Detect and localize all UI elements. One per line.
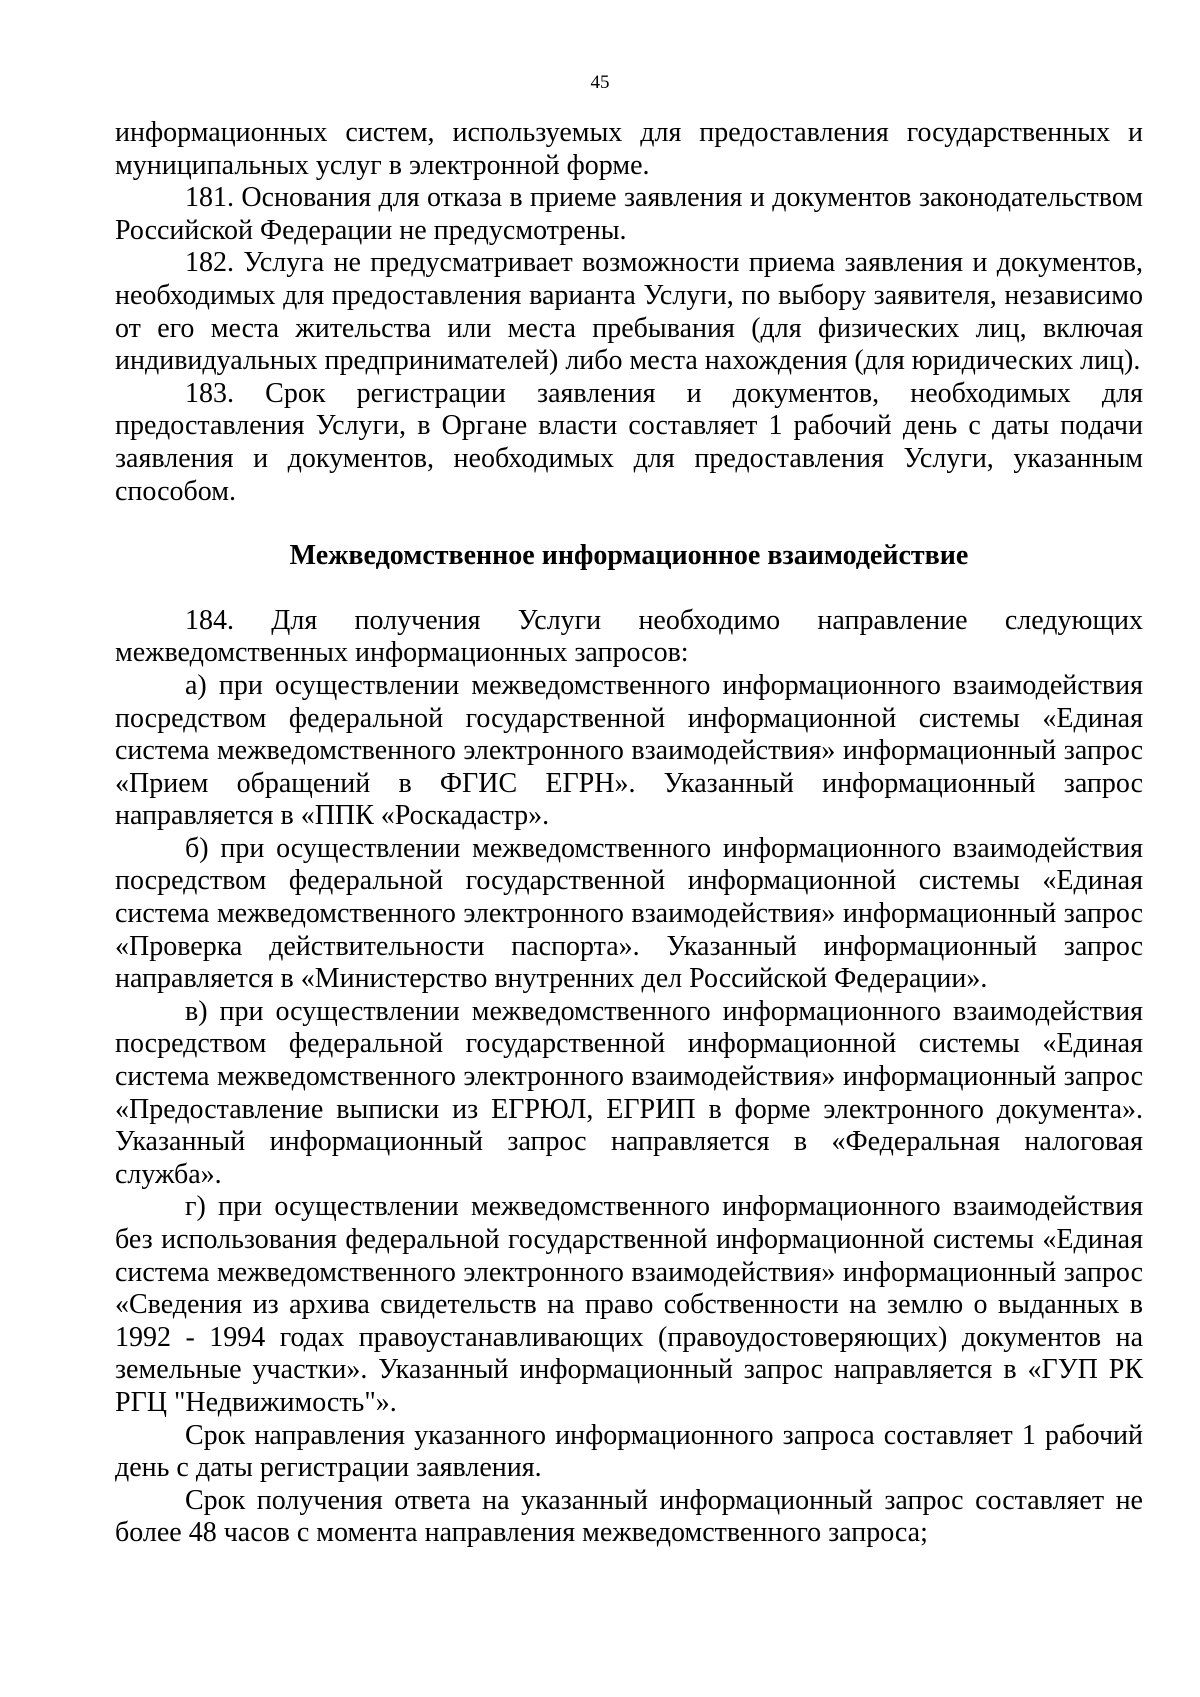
document-body xyxy=(115,117,1143,1550)
paragraph-item-v: в) при осуществлении межведомственного информационного взаимодействия посредством федеральной государственной информационной системы «Единая система межведомственного электронного взаимодействия» информационный запрос «Предоставление выписки из ЕГРЮЛ, ЕГРИП в форме электронного документа». Указанный информационный запрос направляется в «Федеральная налоговая служба». xyxy=(115,995,1143,1190)
paragraph: информационных систем, используемых для предоставления государственных и муниципальных услуг в электронной форме. xyxy=(115,117,1143,181)
paragraph-item-a: а) при осуществлении межведомственного информационного взаимодействия посредством федеральной государственной информационной системы «Единая система межведомственного электронного взаимодействия» информационный запрос «Прием обращений в ФГИС ЕГРН». Указанный информационный запрос направляется в «ППК «Роскадастр». xyxy=(115,669,1143,832)
paragraph-response-term: Срок получения ответа на указанный информационный запрос составляет не более 48 часов с момента направления межведомственного запроса; xyxy=(115,1484,1143,1549)
paragraph-request-term: Срок направления указанного информационного запроса составляет 1 рабочий день с даты регистрации заявления. xyxy=(115,1419,1143,1484)
paragraph-181: 181. Основания для отказа в приеме заявления и документов законодательством Российской Федерации не предусмотрены. xyxy=(115,182,1143,246)
page-number: 45 xyxy=(590,72,610,93)
paragraph-184: 184. Для получения Услуги необходимо направление следующих межведомственных информационных запросов: xyxy=(115,604,1143,669)
paragraph-item-b: б) при осуществлении межведомственного информационного взаимодействия посредством федеральной государственной информационной системы «Единая система межведомственного электронного взаимодействия» информационный запрос «Проверка действительности паспорта». Указанный информационный запрос направляется в «Министерство внутренних дел Российской Федерации». xyxy=(115,832,1143,995)
section-heading: Межведомственное информационное взаимодействие xyxy=(289,540,969,572)
paragraph-item-g: г) при осуществлении межведомственного информационного взаимодействия без использования федеральной государственной информационной системы «Единая система межведомственного электронного взаимодействия» информационный запрос «Сведения из архива свидетельств на право собственности на землю о выданных в 1992 - 1994 годах правоустанавливающих (правоудостоверяющих) документов на земельные участки». Указанный информационный запрос направляется в «ГУП РК РГЦ "Недвижимость"». xyxy=(115,1191,1143,1418)
paragraph-182: 182. Услуга не предусматривает возможности приема заявления и документов, необходимых для предоставления варианта Услуги, по выбору заявителя, независимо от его места жительства или места пребывания (для физических лиц, включая индивидуальных предпринимателей) либо места нахождения (для юридических лиц). xyxy=(115,247,1143,377)
paragraph-183: 183. Срок регистрации заявления и документов, необходимых для предоставления Услуги, в Органе власти составляет 1 рабочий день с даты подачи заявления и документов, необходимых для предоставления Услуги, указанным способом. xyxy=(115,377,1143,507)
